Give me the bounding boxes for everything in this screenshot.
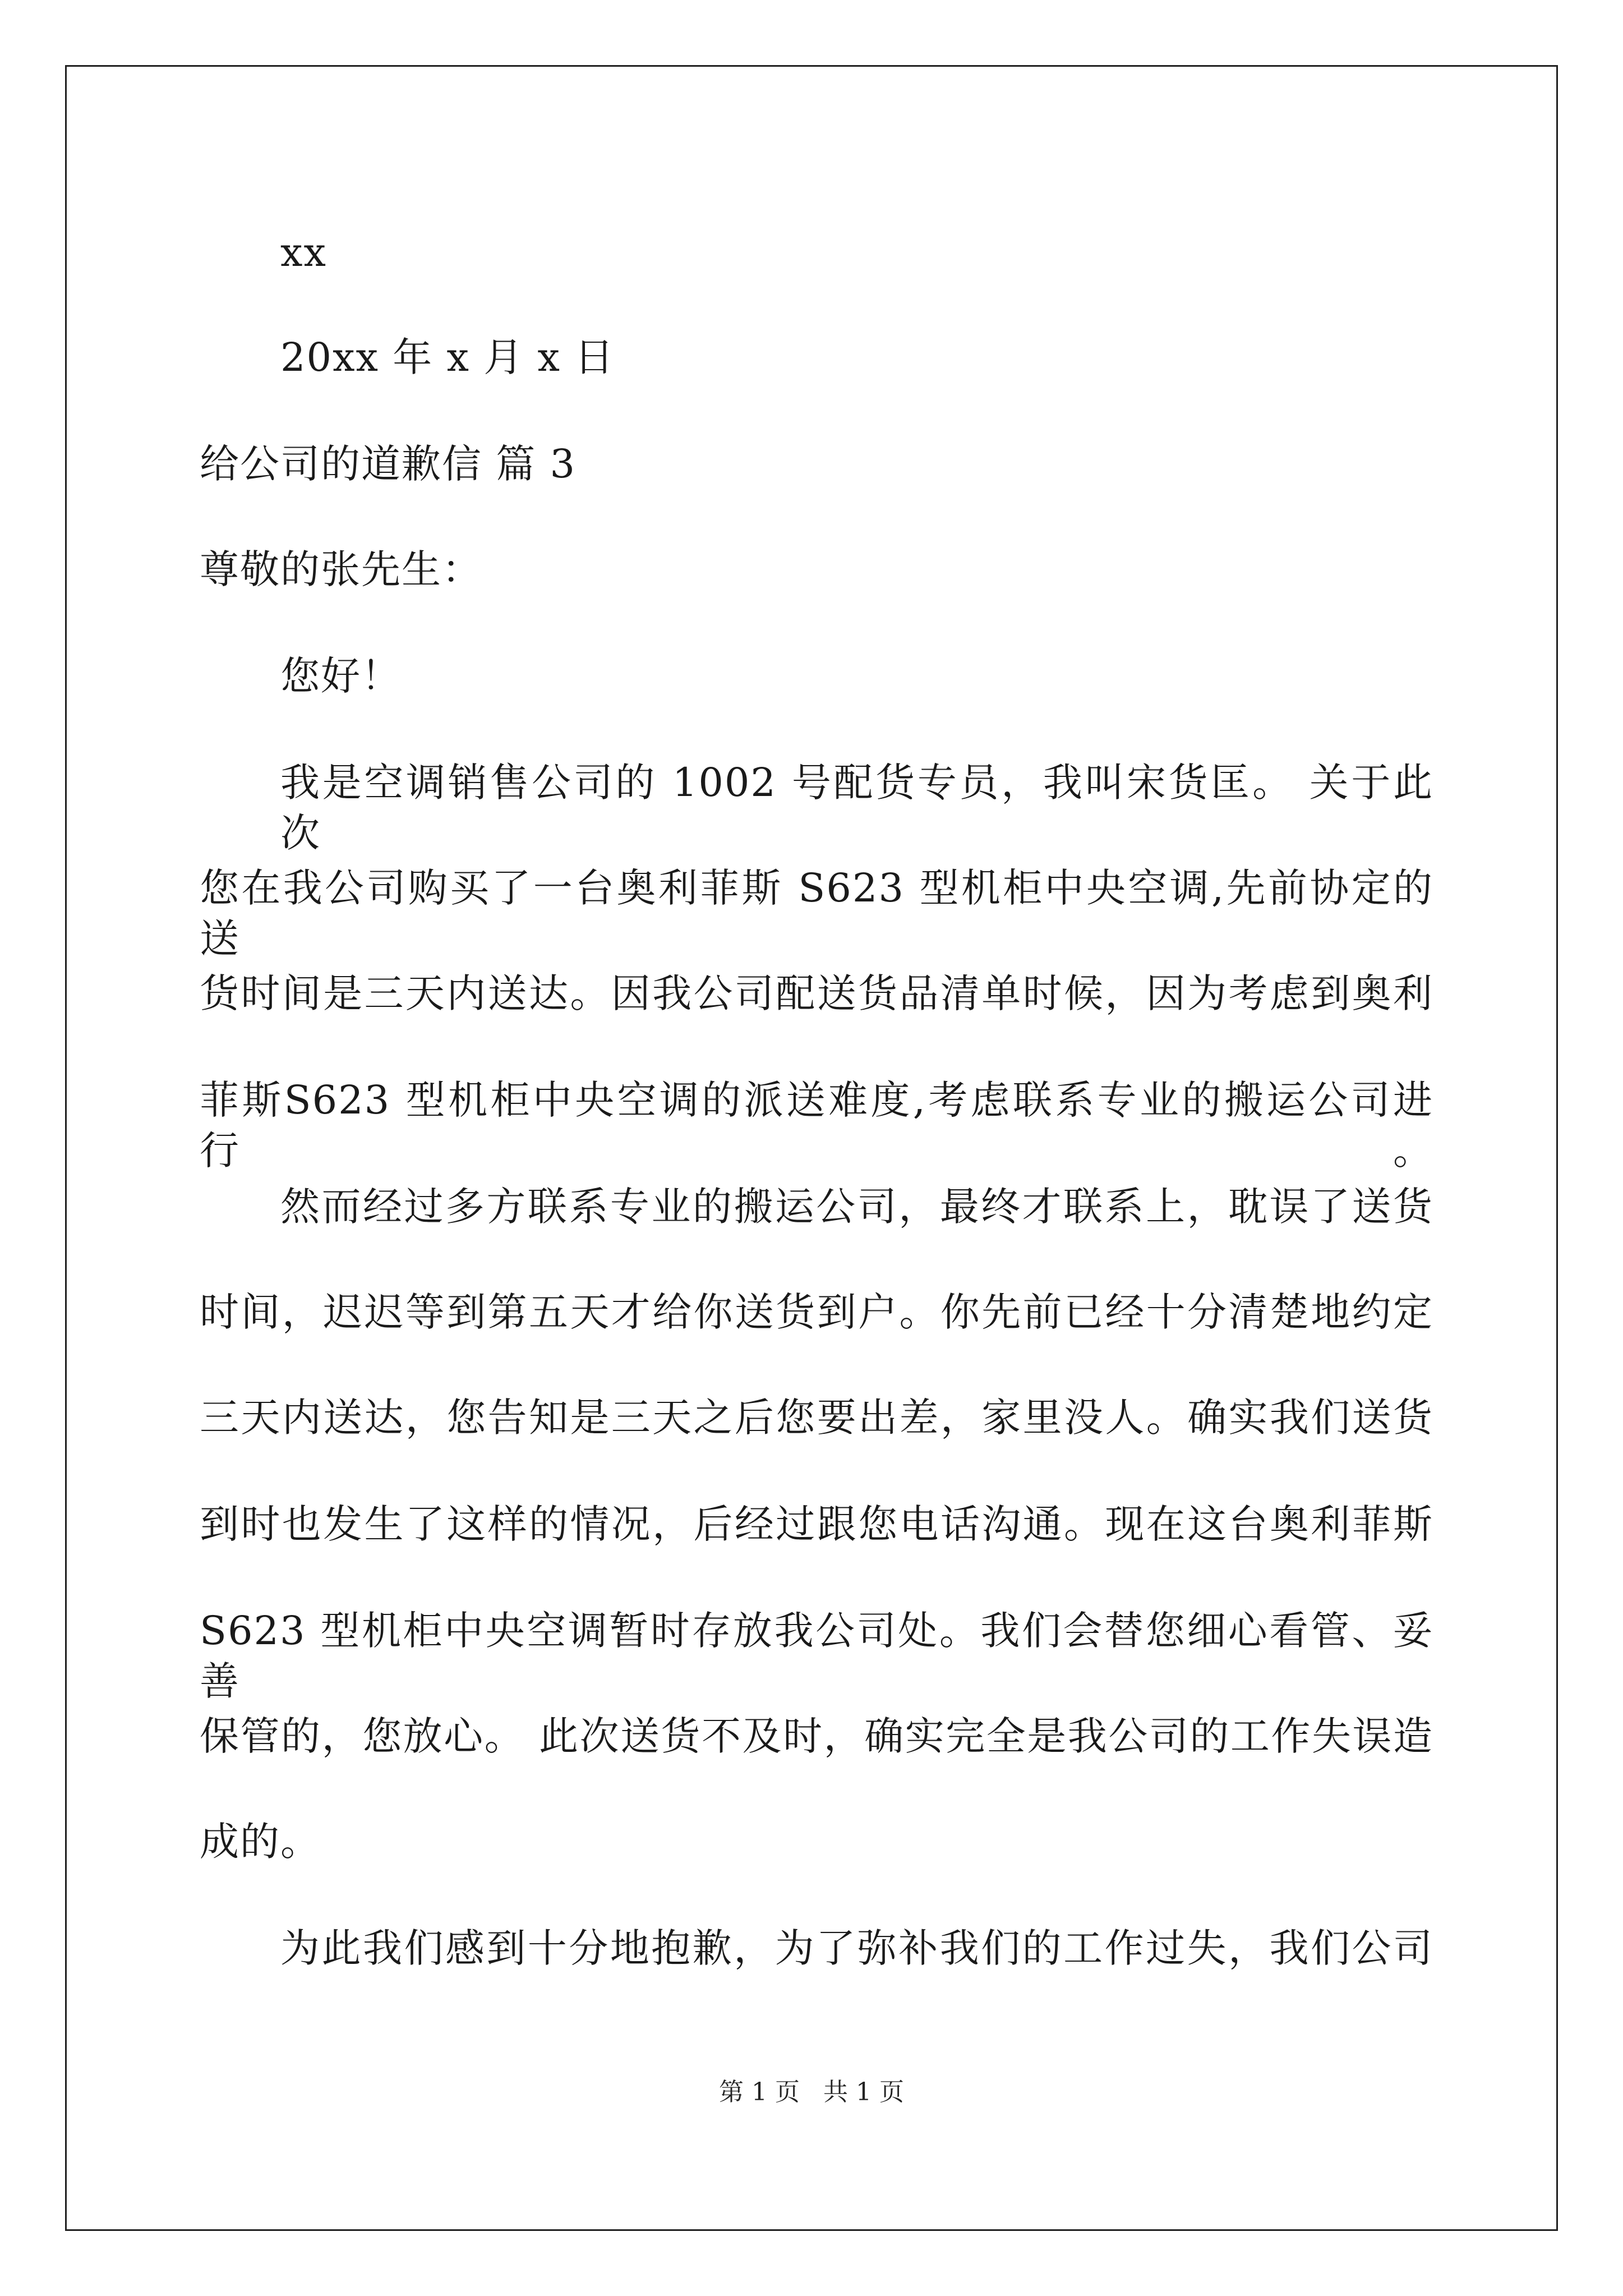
paragraph-2-line-1: 然而经过多方联系专业的搬运公司，最终才联系上，耽误了送货 [280,1184,1433,1230]
paragraph-1-line-2: 您在我公司购买了一台奥利菲斯 S623 型机柜中央空调,先前协定的送 [200,865,1433,961]
signature: xx [280,229,327,275]
paragraph-1-line-3: 货时间是三天内送达。因我公司配送货品清单时候，因为考虑到奥利 [200,970,1433,1016]
letter-date: 20xx 年 x 月 x 日 [280,334,615,380]
section-title: 给公司的道歉信 篇 3 [200,441,577,487]
paragraph-2-line-3: 三天内送达，您告知是三天之后您要出差，家里没人。确实我们送货 [200,1395,1433,1441]
paragraph-2-line-2: 时间，迟迟等到第五天才给你送货到户。你先前已经十分清楚地约定 [200,1289,1433,1335]
page-footer [0,2076,1623,2109]
paragraph-2-line-7: 成的。 [200,1819,321,1865]
page-number-total: 共 1 页 [823,2078,904,2106]
paragraph-2-line-6: 保管的，您放心。 此次送货不及时，确实完全是我公司的工作失误造 [200,1713,1433,1759]
paragraph-2-line-5: S623 型机柜中央空调暂时存放我公司处。我们会替您细心看管、妥善 [200,1608,1433,1704]
paragraph-3-line-1: 为此我们感到十分地抱歉，为了弥补我们的工作过失，我们公司 [280,1925,1433,1971]
paragraph-2-line-4: 到时也发生了这样的情况，后经过跟您电话沟通。现在这台奥利菲斯 [200,1501,1433,1547]
salutation: 尊敬的张先生： [200,546,482,592]
greeting: 您好！ [280,653,402,699]
paragraph-1-line-1: 我是空调销售公司的 1002 号配货专员，我叫宋货匡。 关于此次 [280,760,1433,856]
paragraph-1-line-4: 菲斯S623 型机柜中央空调的派送难度,考虑联系专业的搬运公司进行。 [200,1077,1433,1174]
page-number-current: 第 1 页 [719,2078,800,2106]
